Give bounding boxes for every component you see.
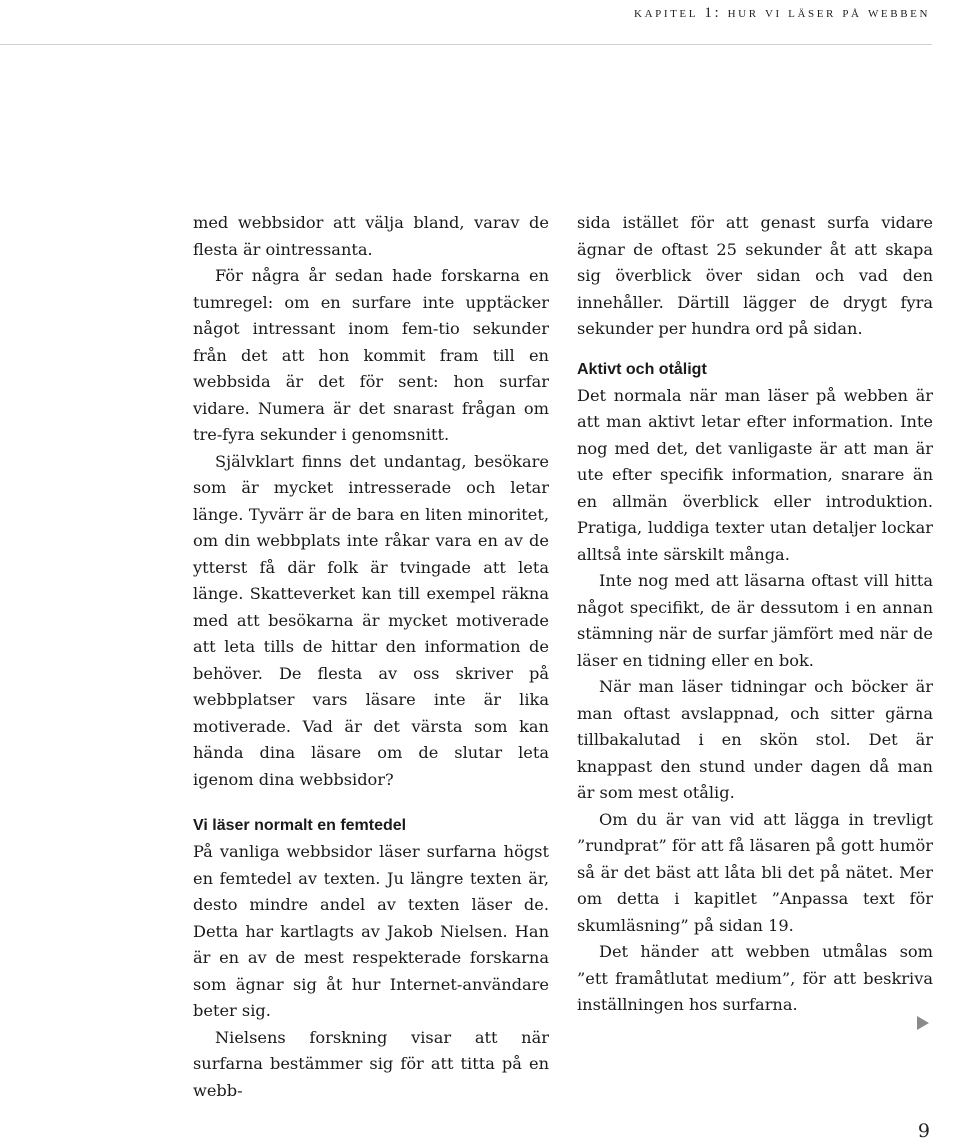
right-paragraph-4: När man läser tidningar och böcker är man oftast avslappnad, och sitter gärna tillbakalutad i en skön stol. Det är knappast den stund under dagen då man är som mest otålig. (577, 677, 933, 802)
left-column (193, 210, 549, 1104)
section-heading-femtedel: Vi läser normalt en femtedel (193, 817, 407, 834)
left-paragraph-1: med webbsidor att välja bland, varav de flesta är ointressanta. (193, 213, 549, 259)
right-paragraph-6: Det händer att webben utmålas som ”ett framåtlutat medium”, för att beskriva inställningen hos surfarna. (577, 942, 933, 1014)
header-divider (0, 44, 932, 45)
running-head: kapitel 1: hur vi läser på webben (634, 5, 930, 21)
triangle-right-icon (917, 1016, 929, 1030)
section-heading-aktivt: Aktivt och otåligt (577, 360, 707, 378)
right-paragraph-1: sida istället för att genast surfa vidare ägnar de oftast 25 sekunder åt att skapa sig överblick över sidan och vad den innehåller. Därtill lägger de drygt fyra sekunder per hundra ord på sidan. (577, 213, 933, 338)
right-column (577, 210, 933, 1019)
left-paragraph-4: På vanliga webbsidor läser surfarna högst en femtedel av texten. Ju längre texten är, desto mindre andel av texten läser de. Detta har kartlagts av Jakob Nielsen. Han är en av de mest respekterade forskarna som ägnar sig åt hur Internet-användare beter sig. (193, 842, 549, 1020)
left-paragraph-3: Självklart finns det undantag, besökare som är mycket intresserade och letar länge. Tyvärr är de bara en liten minoritet, om din webbplats inte råkar vara en av de ytterst få där folk är tvingade att leta länge. Skatteverket kan till exempel räkna med att besökarna är mycket motiverade att leta tills de hittar den information de behöver. De flesta av oss skriver på webbplatser vars läsare inte är lika motiverade. Vad är det värsta som kan hända dina läsare om de slutar leta igenom dina webbsidor? (193, 451, 549, 789)
right-paragraph-2: Det normala när man läser på webben är att man aktivt letar efter information. Inte nog med det, det vanligaste är att man är ute efter specifik information, snarare än en allmän överblick eller introduktion. Pratiga, luddiga texter utan detaljer lockar alltså inte särskilt många. (577, 385, 933, 564)
page-number: 9 (917, 1120, 930, 1142)
right-paragraph-5: Om du är van vid att lägga in trevligt ”rundprat” för att få läsaren på gott humör så är det bäst att låta bli det på nätet. Mer om detta i kapitlet ”Anpassa text för skumläsning” på sidan 19. (577, 809, 933, 935)
left-paragraph-2: För några år sedan hade forskarna en tumregel: om en surfare inte upptäcker något intressant inom fem-tio sekunder från det att hon kommit fram till en webbsida är det för sent: hon surfar vidare. Numera är det snarast frågan om tre-fyra sekunder i genomsnitt. (193, 266, 549, 444)
right-paragraph-3: Inte nog med att läsarna oftast vill hitta något specifikt, de är dessutom i en annan stämning när de surfar jämfört med när de läser en tidning eller en bok. (577, 571, 933, 670)
left-paragraph-5: Nielsens forskning visar att när surfarna bestämmer sig för att titta på en webb- (193, 1027, 549, 1100)
